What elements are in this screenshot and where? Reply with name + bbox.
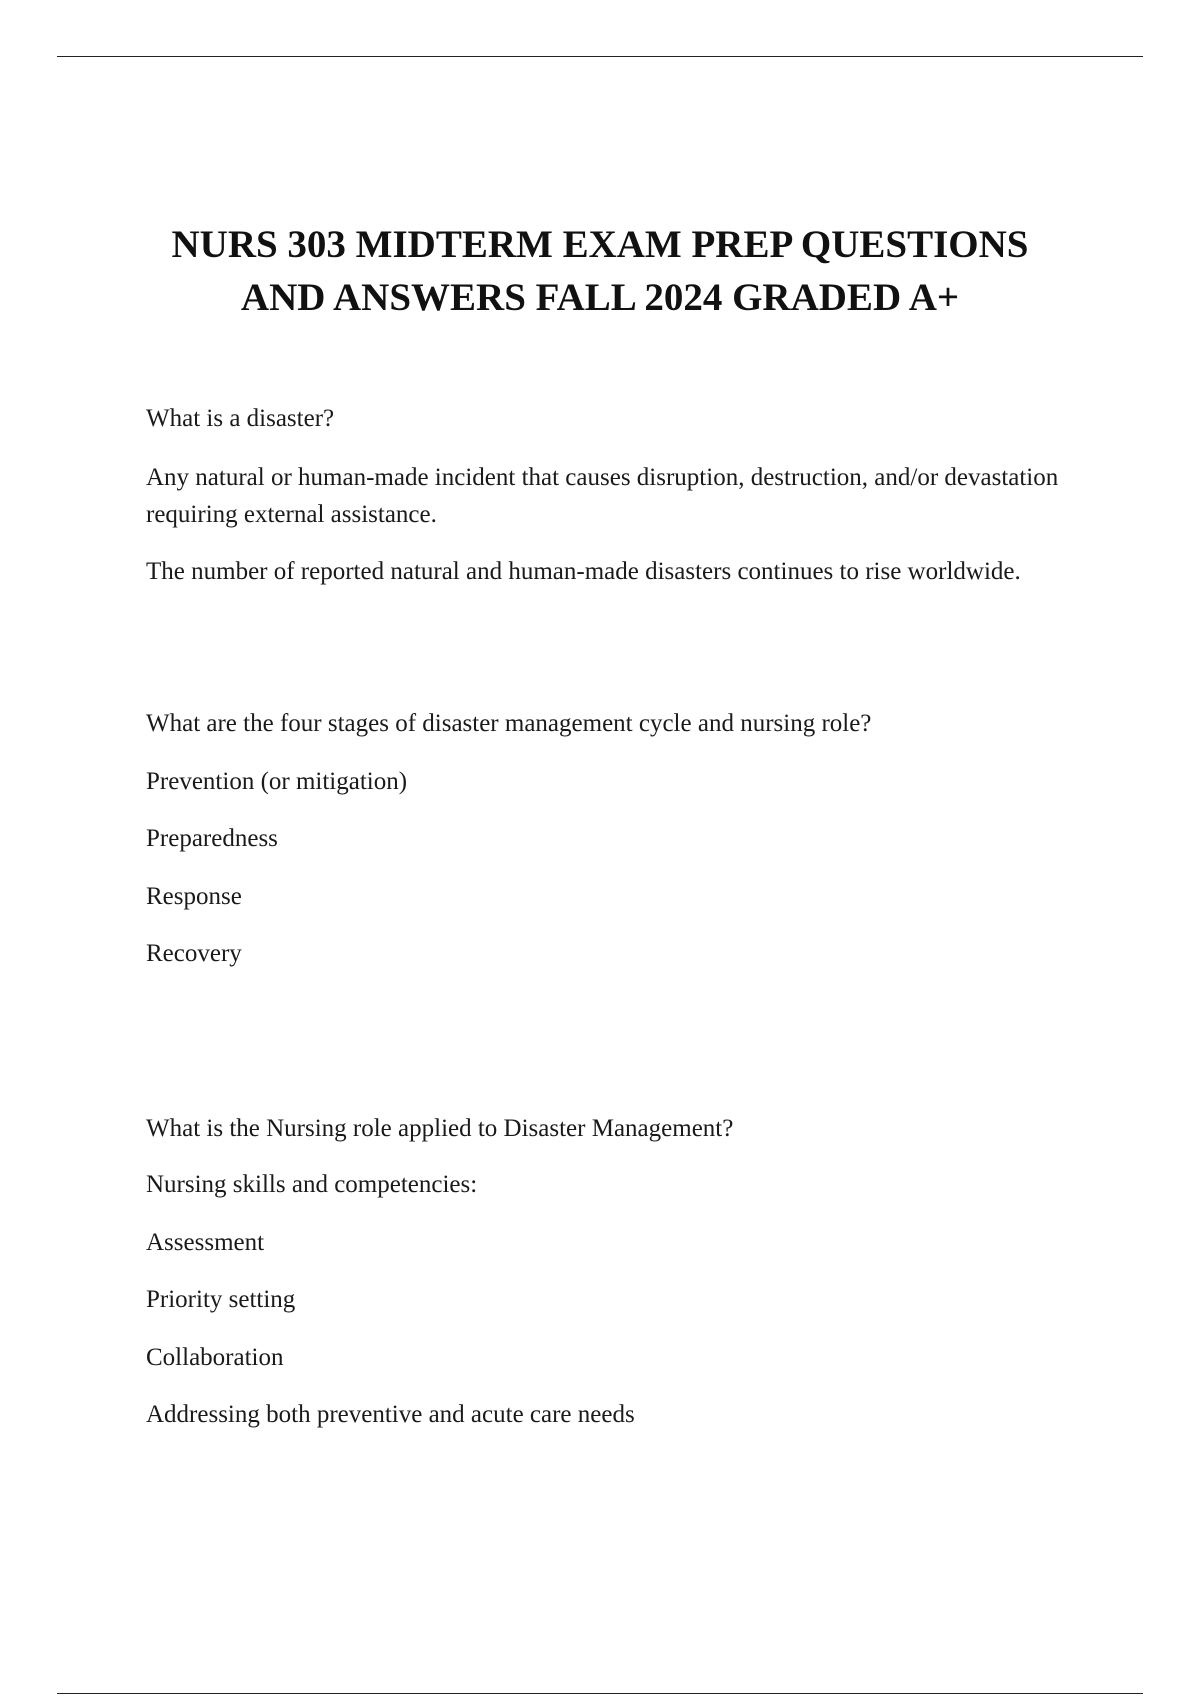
answer-1: Any natural or human-made incident that causes disruption, destruction, and/or devastation requiring external assistance.	[146, 464, 1059, 528]
list-item: Assessment	[146, 1229, 265, 1256]
question-3: What is the Nursing role applied to Disaster Management?	[146, 1115, 734, 1142]
answer-1-note: The number of reported natural and human-made disasters continues to rise worldwide.	[146, 558, 1021, 585]
top-divider	[57, 56, 1143, 57]
question-2: What are the four stages of disaster management cycle and nursing role?	[146, 710, 872, 737]
bottom-divider	[57, 1693, 1143, 1694]
list-item: Prevention (or mitigation)	[146, 768, 408, 795]
list-item: Collaboration	[146, 1344, 284, 1371]
list-item: Priority setting	[146, 1286, 296, 1313]
list-item: Preparedness	[146, 825, 278, 852]
answer-3-intro: Nursing skills and competencies:	[146, 1171, 478, 1198]
question-1: What is a disaster?	[146, 405, 335, 432]
list-item: Addressing both preventive and acute care needs	[146, 1401, 635, 1428]
list-item: Recovery	[146, 940, 242, 967]
title-line-1: NURS 303 MIDTERM EXAM PREP QUESTIONS	[171, 223, 1029, 266]
title-line-2: AND ANSWERS FALL 2024 GRADED A+	[240, 276, 960, 319]
document-title	[100, 218, 1100, 324]
list-item: Response	[146, 883, 242, 910]
